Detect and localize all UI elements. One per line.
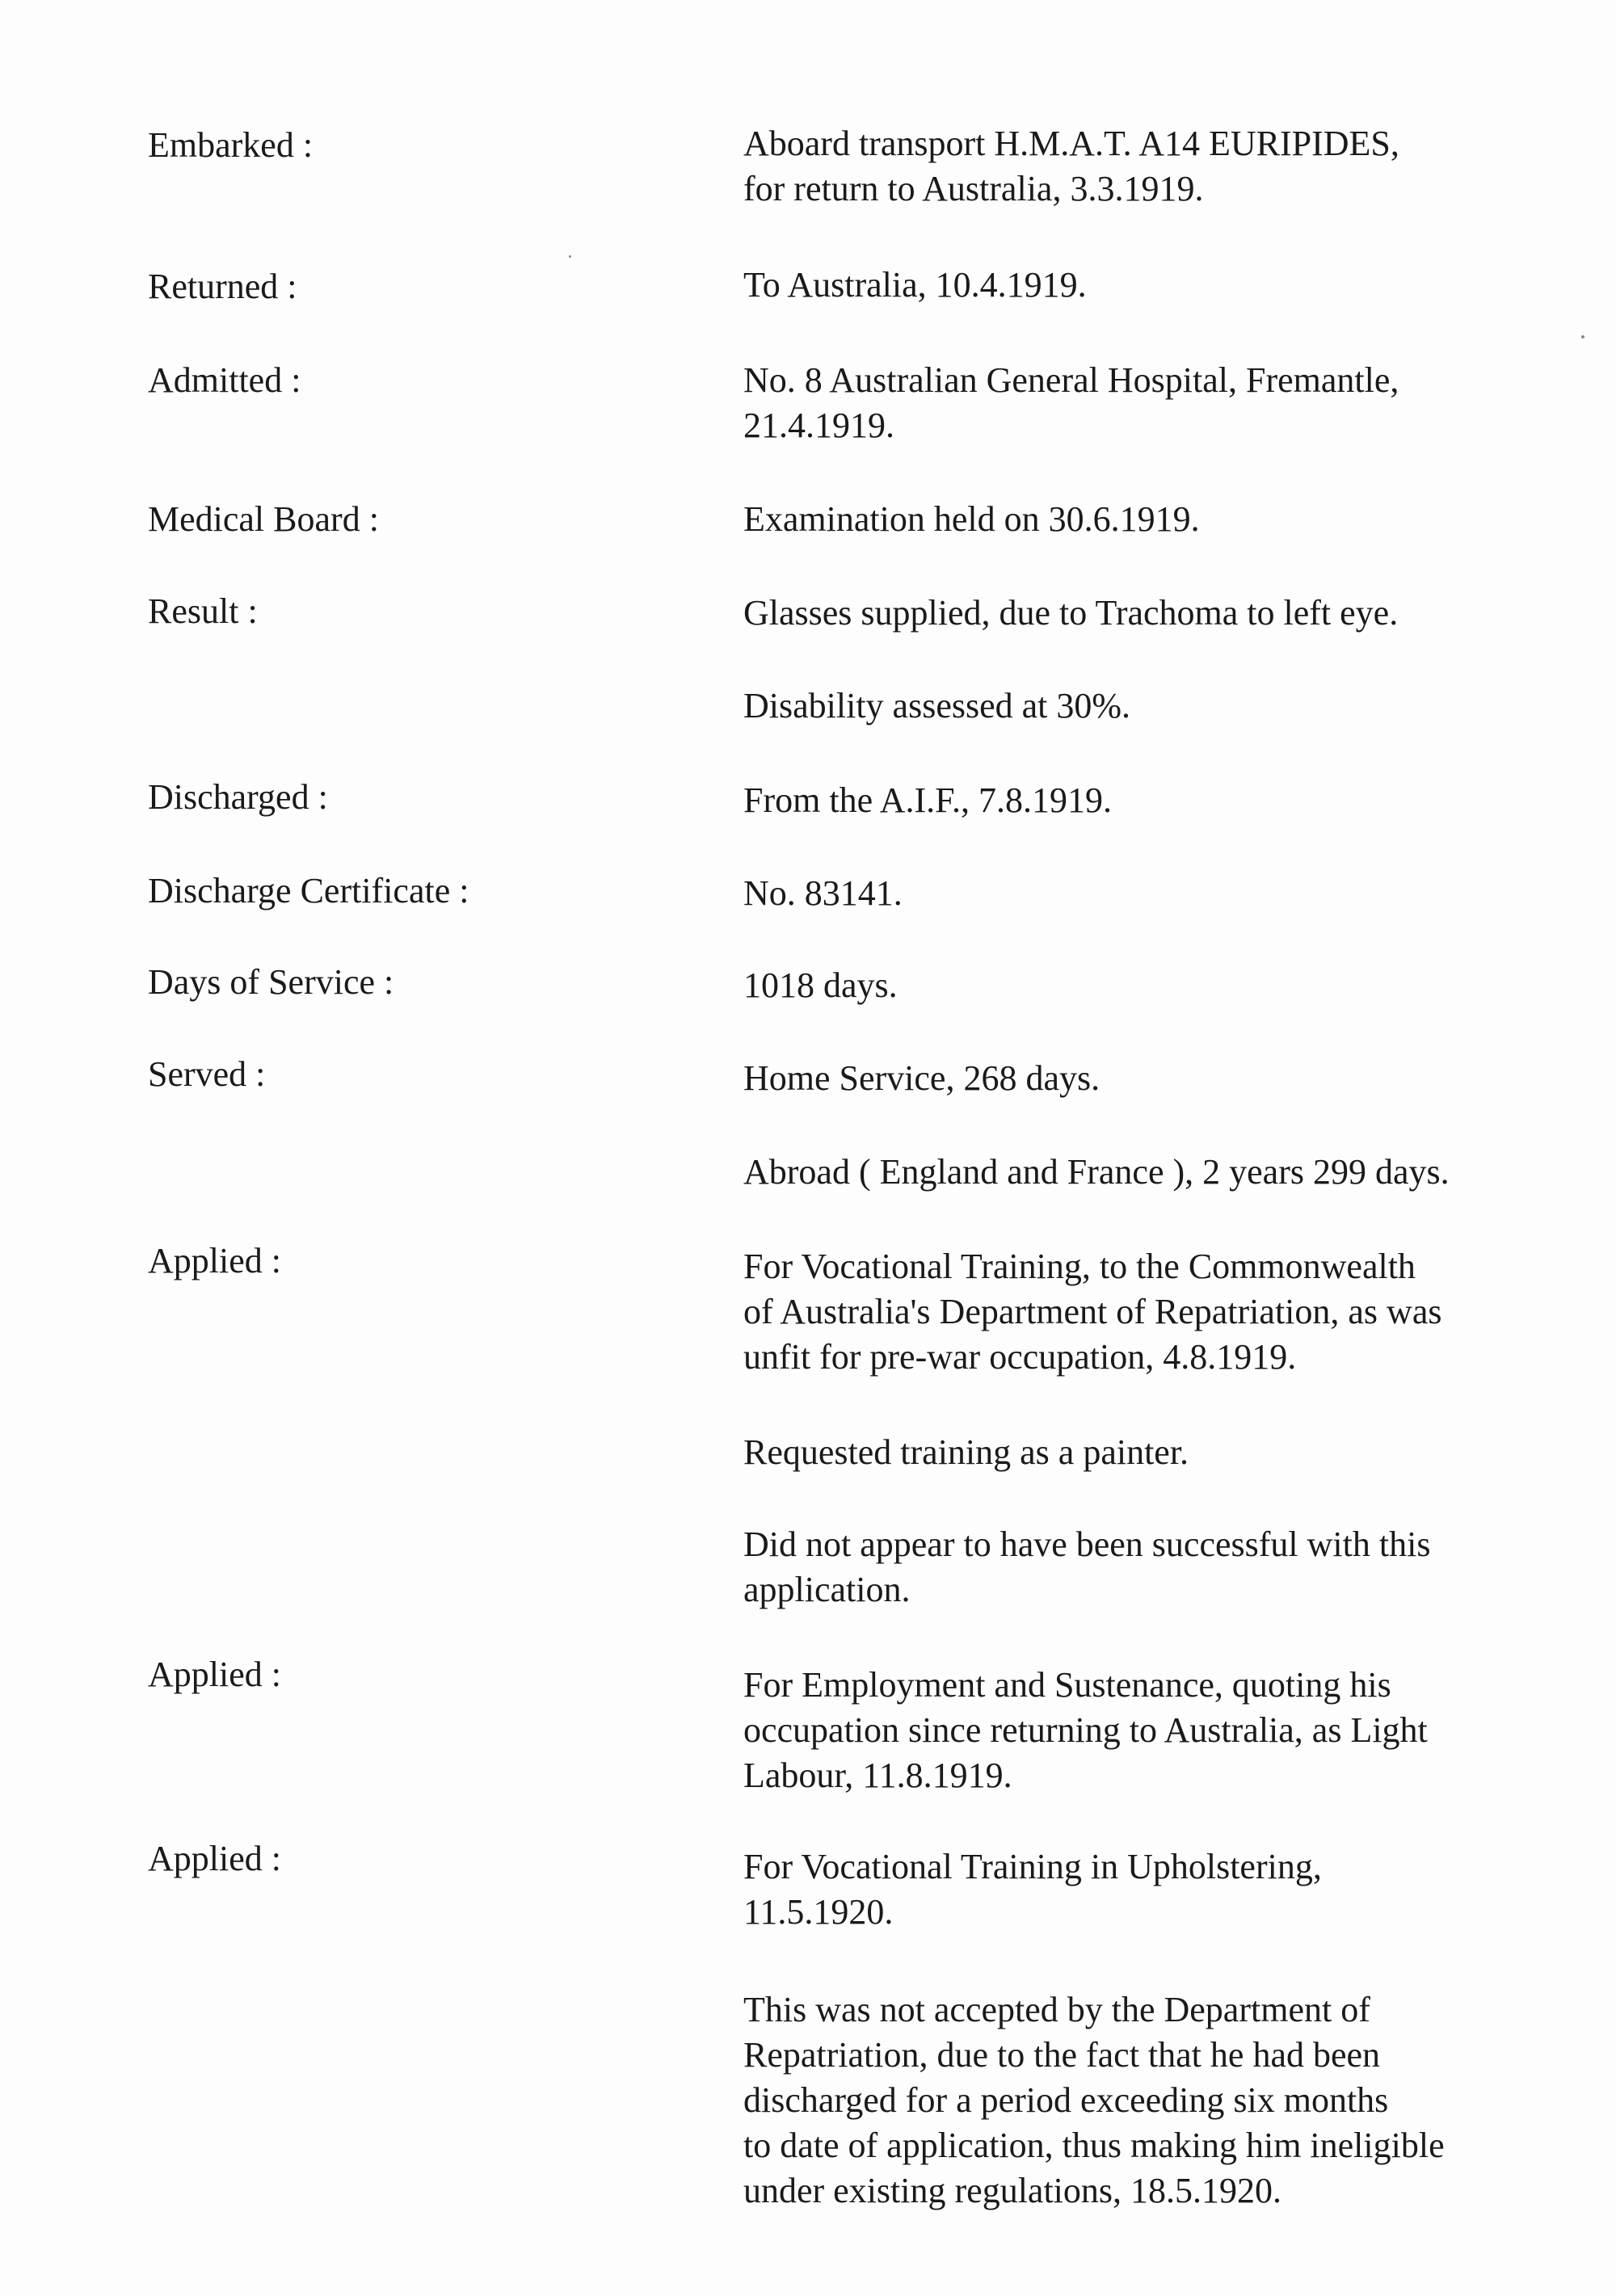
entry-value-applied-upholstering xyxy=(743,1844,1551,1935)
entry-value-applied-employment xyxy=(743,1663,1551,1798)
entry-value-result xyxy=(743,591,1551,636)
entry-value-requested-training xyxy=(743,1430,1551,1475)
entry-value-discharge-certificate xyxy=(743,871,1551,916)
entry-value-discharged xyxy=(743,778,1551,823)
entry-value-line: Glasses supplied, due to Trachoma to left eye. xyxy=(743,593,1399,633)
entry-label-applied: Applied : xyxy=(148,1839,281,1878)
entry-value-line: for return to Australia, 3.3.1919. xyxy=(743,169,1204,208)
entry-value-line: For Vocational Training, to the Commonwealth xyxy=(743,1247,1416,1286)
entry-value-medical-board xyxy=(743,497,1551,542)
entry-label-medical-board: Medical Board : xyxy=(148,499,379,539)
entry-value-line: discharged for a period exceeding six months xyxy=(743,2080,1389,2120)
scan-speck xyxy=(1581,335,1584,339)
entry-value-line: to date of application, thus making him ineligible xyxy=(743,2126,1445,2165)
entry-value-line: under existing regulations, 18.5.1920. xyxy=(743,2171,1282,2210)
entry-value-line: Abroad ( England and France ), 2 years 299 days. xyxy=(743,1152,1450,1192)
entry-label-discharged: Discharged : xyxy=(148,777,328,817)
entry-label-applied: Applied : xyxy=(148,1655,281,1694)
entry-label-discharge-certificate: Discharge Certificate : xyxy=(148,871,469,910)
entry-value-not-successful xyxy=(743,1522,1551,1613)
entry-value-admitted xyxy=(743,358,1551,448)
entry-value-returned xyxy=(743,263,1551,308)
entry-value-line: Home Service, 268 days. xyxy=(743,1058,1100,1098)
entry-label-days-of-service: Days of Service : xyxy=(148,962,394,1002)
entry-value-line: occupation since returning to Australia, as Light xyxy=(743,1710,1428,1750)
entry-value-line: Disability assessed at 30%. xyxy=(743,686,1131,725)
entry-value-line: Did not appear to have been successful with this xyxy=(743,1524,1431,1564)
entry-value-days-of-service xyxy=(743,963,1551,1008)
entry-value-line: Repatriation, due to the fact that he had been xyxy=(743,2035,1381,2075)
entry-value-abroad xyxy=(743,1150,1551,1195)
entry-value-line: Requested training as a painter. xyxy=(743,1432,1189,1472)
entry-value-line: For Employment and Sustenance, quoting his xyxy=(743,1665,1391,1705)
entry-value-line: This was not accepted by the Department of xyxy=(743,1990,1370,2029)
scan-speck xyxy=(569,255,571,258)
entry-value-served xyxy=(743,1056,1551,1101)
entry-value-line: To Australia, 10.4.1919. xyxy=(743,265,1087,305)
entry-value-line: Aboard transport H.M.A.T. A14 EURIPIDES, xyxy=(743,124,1399,163)
entry-label-served: Served : xyxy=(148,1054,266,1094)
entry-value-line: No. 8 Australian General Hospital, Fremantle, xyxy=(743,360,1399,400)
entry-value-line: application. xyxy=(743,1570,911,1609)
entry-value-not-accepted xyxy=(743,1987,1551,2214)
entry-label-applied: Applied : xyxy=(148,1241,281,1280)
entry-label-returned: Returned : xyxy=(148,267,297,306)
entry-value-line: No. 83141. xyxy=(743,873,903,913)
entry-value-line: From the A.I.F., 7.8.1919. xyxy=(743,780,1113,820)
entry-value-applied-vocational xyxy=(743,1244,1551,1380)
entry-value-line: Examination held on 30.6.1919. xyxy=(743,499,1200,539)
entry-value-line: of Australia's Department of Repatriation, as was xyxy=(743,1292,1442,1331)
entry-value-line: 1018 days. xyxy=(743,965,898,1005)
entry-value-line: For Vocational Training in Upholstering, xyxy=(743,1847,1322,1886)
entry-value-disability xyxy=(743,683,1551,729)
entry-value-line: 11.5.1920. xyxy=(743,1892,894,1932)
entry-value-line: Labour, 11.8.1919. xyxy=(743,1756,1012,1795)
entry-value-line: 21.4.1919. xyxy=(743,406,894,445)
entry-value-embarked xyxy=(743,121,1551,212)
entry-value-line: unfit for pre-war occupation, 4.8.1919. xyxy=(743,1337,1297,1377)
entry-label-admitted: Admitted : xyxy=(148,360,301,400)
entry-label-result: Result : xyxy=(148,591,258,631)
entry-label-embarked: Embarked : xyxy=(148,125,314,165)
